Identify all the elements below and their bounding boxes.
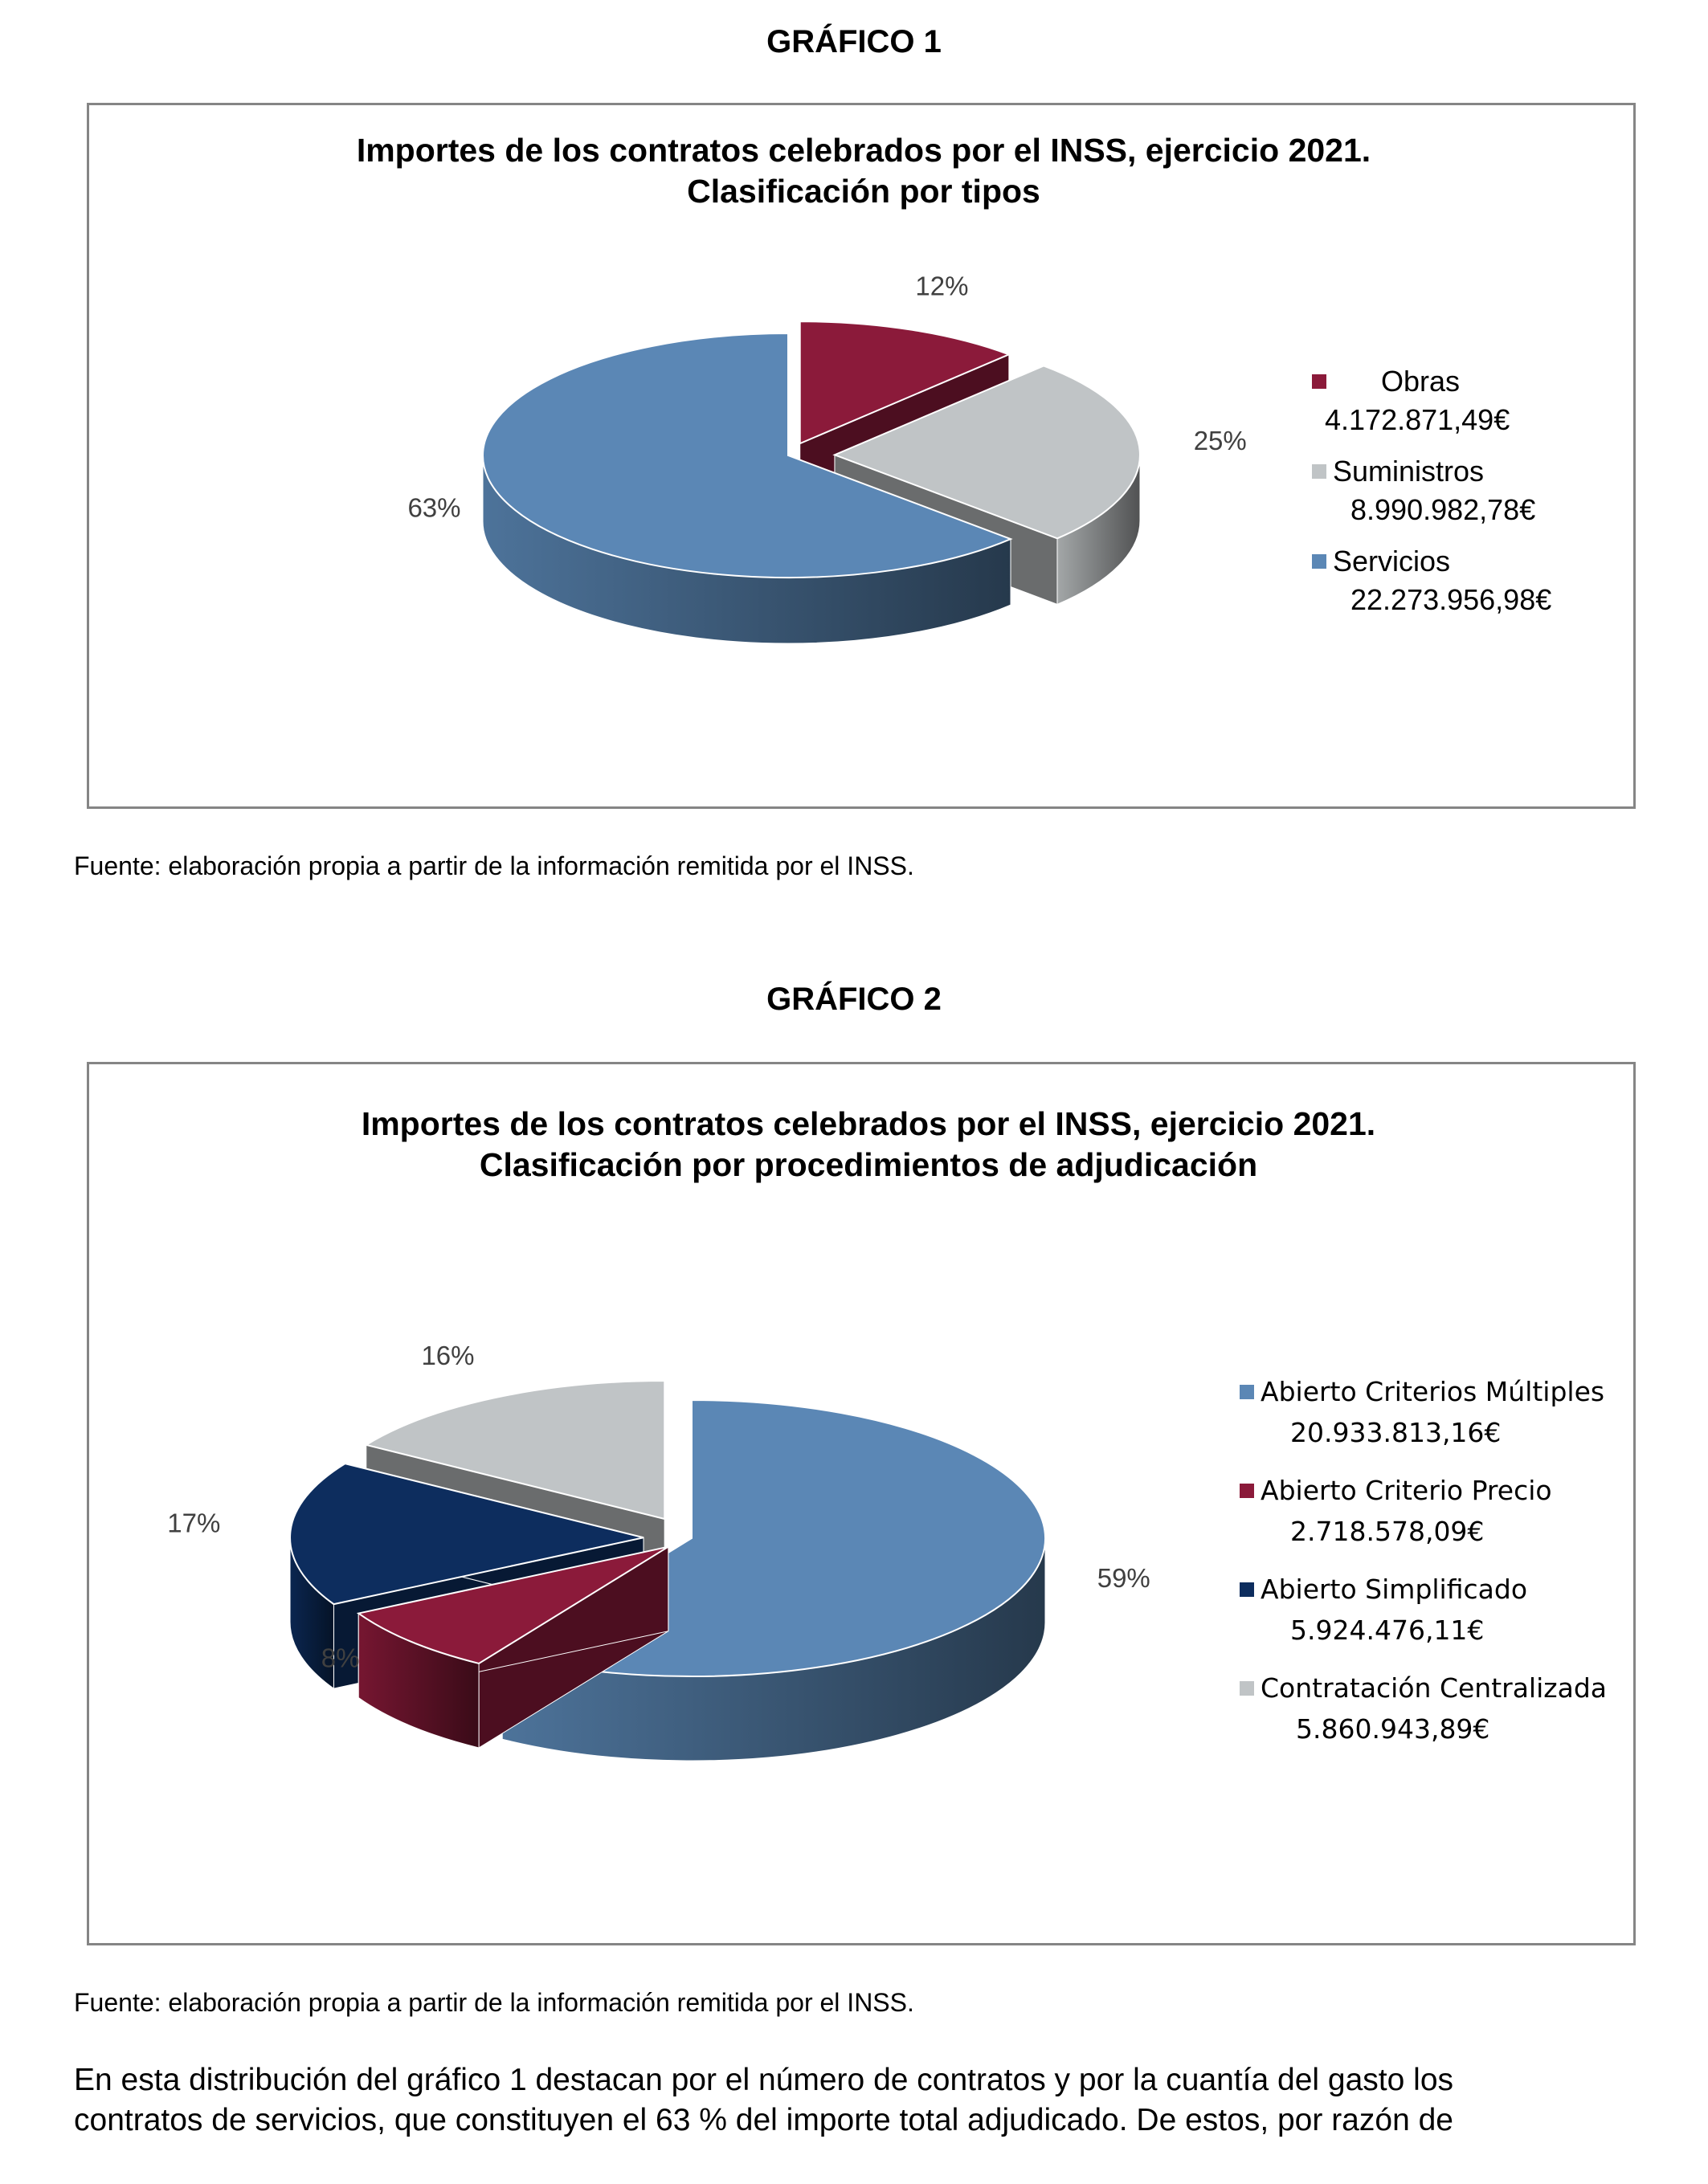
legend-label-criterio-precio: Abierto Criterio Precio	[1261, 1475, 1552, 1506]
legend-item-suministros	[1302, 452, 1608, 542]
legend-swatch-obras	[1312, 374, 1326, 389]
chart1-heading: GRÁFICO 1	[766, 24, 942, 59]
legend-amount-obras: 4.172.871,49€	[1325, 403, 1510, 436]
chart1-legend	[1302, 362, 1608, 632]
legend-amount-servicios: 22.273.956,98€	[1350, 583, 1552, 616]
chart1-source: Fuente: elaboración propia a partir de la información remitida por el INSS.	[74, 851, 914, 880]
legend-item-criterio-precio	[1230, 1470, 1632, 1569]
legend-label-servicios: Servicios	[1333, 545, 1451, 578]
chart2-frame	[87, 1062, 1636, 1945]
legend-swatch-simplificado	[1240, 1582, 1254, 1597]
legend-item-servicios	[1302, 542, 1608, 632]
legend-label-centralizada: Contratación Centralizada	[1261, 1672, 1607, 1704]
pie-label-suministros: 25%	[1193, 426, 1247, 456]
legend-swatch-servicios	[1312, 554, 1326, 569]
paragraph-line2: contratos de servicios, que constituyen el 63 % del importe total adjudicado. De estos, por razón de	[74, 2103, 1453, 2137]
legend-amount-simplificado: 5.924.476,11€	[1290, 1615, 1485, 1646]
legend-item-obras	[1302, 362, 1608, 452]
pie-label-obras: 12%	[915, 271, 969, 301]
legend-label-suministros: Suministros	[1333, 455, 1485, 488]
legend-amount-centralizada: 5.860.943,89€	[1296, 1713, 1490, 1745]
legend-swatch-centralizada	[1240, 1681, 1254, 1696]
legend-label-obras: Obras	[1381, 365, 1461, 398]
pie-label-criterio-precio: 8%	[321, 1643, 360, 1673]
legend-label-simplificado: Abierto Simplificado	[1261, 1574, 1528, 1605]
legend-amount-criterios-multiples: 20.933.813,16€	[1290, 1417, 1502, 1448]
body-paragraph	[74, 2060, 1650, 2141]
chart2-heading: GRÁFICO 2	[766, 982, 942, 1017]
legend-item-centralizada	[1230, 1668, 1632, 1766]
legend-item-criterios-multiples	[1230, 1371, 1632, 1470]
pie-label-servicios: 63%	[407, 492, 461, 523]
chart1-frame	[87, 103, 1636, 809]
chart2-title-line2: Clasificación por procedimientos de adjudicación	[479, 1146, 1258, 1183]
pie-label-centralizada: 16%	[421, 1341, 475, 1371]
pie-label-criterios-multiples: 59%	[1097, 1563, 1150, 1594]
legend-label-criterios-multiples: Abierto Criterios Múltiples	[1261, 1376, 1605, 1407]
legend-swatch-suministros	[1312, 464, 1326, 479]
chart2-legend	[1230, 1371, 1632, 1766]
legend-swatch-criterio-precio	[1240, 1484, 1254, 1498]
chart2-title-line1: Importes de los contratos celebrados por el INSS, ejercicio 2021.	[361, 1105, 1376, 1142]
pie-label-simplificado: 17%	[167, 1508, 221, 1538]
legend-item-simplificado	[1230, 1569, 1632, 1668]
legend-amount-criterio-precio: 2.718.578,09€	[1290, 1516, 1485, 1547]
chart1-title-line2: Clasificación por tipos	[687, 173, 1040, 210]
chart1-title-line1: Importes de los contratos celebrados por el INSS, ejercicio 2021.	[356, 132, 1371, 169]
paragraph-line1: En esta distribución del gráfico 1 destacan por el número de contratos y por la cuantía del gasto los	[74, 2063, 1454, 2097]
chart2-source: Fuente: elaboración propia a partir de la información remitida por el INSS.	[74, 1988, 914, 2017]
legend-swatch-criterios-multiples	[1240, 1385, 1254, 1399]
legend-amount-suministros: 8.990.982,78€	[1350, 493, 1536, 526]
